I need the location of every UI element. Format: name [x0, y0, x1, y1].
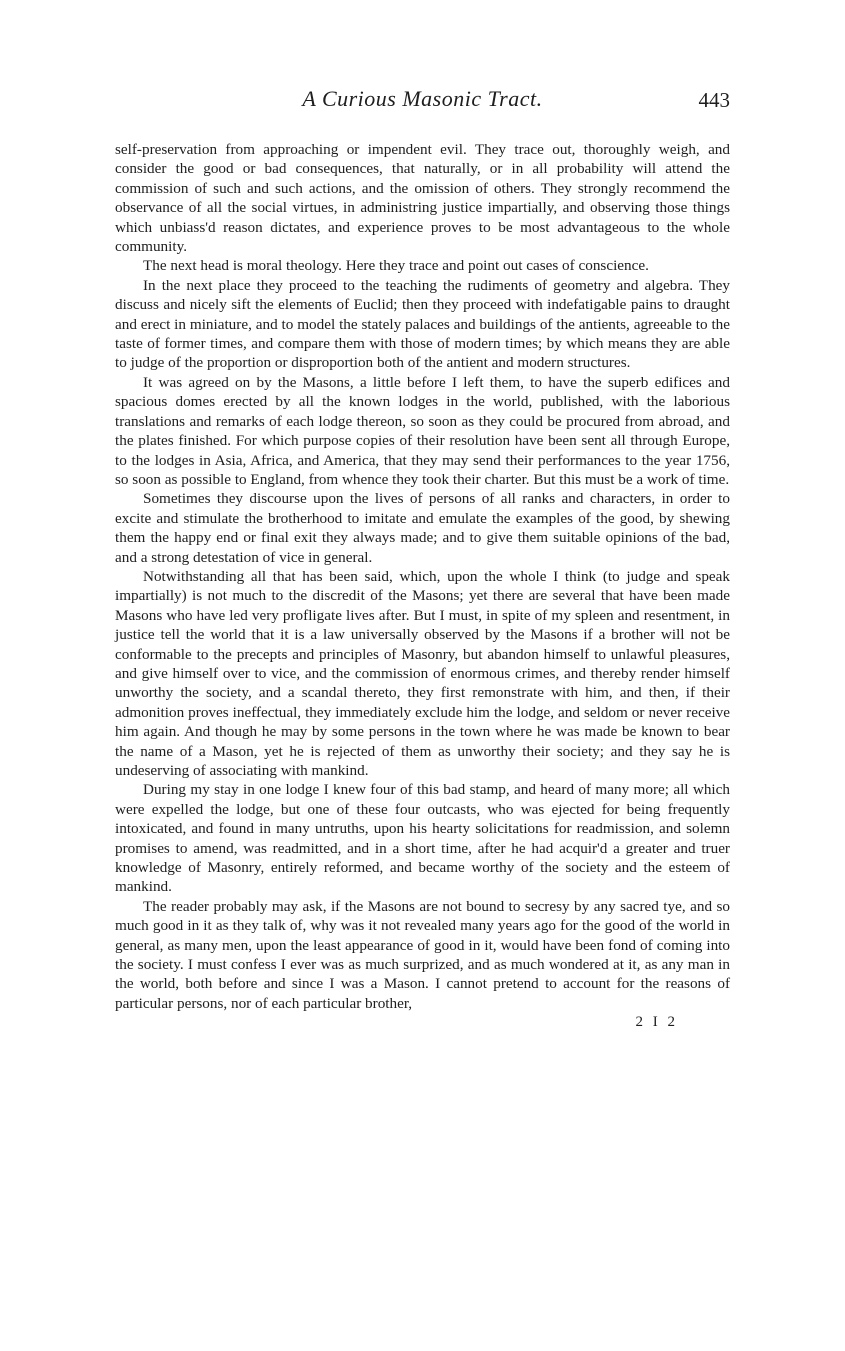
document-page — [115, 86, 730, 1031]
paragraph: During my stay in one lodge I knew four of this bad stamp, and heard of many more; all which were expelled the lodge, but one of these four outcasts, who was ejected for being frequently intoxicated, and found in many untruths, upon his hearty solicitations for readmission, and solemn promises to amend, was readmitted, and in a short time, after he had acquir'd a greater and truer knowledge of Masonry, entirely reformed, and became worthy of the society and the esteem of mankind. — [115, 781, 730, 896]
paragraph: The reader probably may ask, if the Masons are not bound to secresy by any sacred tye, and so much good in it as they talk of, why was it not revealed many years ago for the good of the world in general, as many men, upon the least appearance of good in it, would have been fond of coming into the society. I must confess I ever was as much surprized, and as much wondered at it, as any man in the world, both before and since I was a Mason. I cannot pretend to account for the reasons of particular persons, nor of each particular brother, — [115, 897, 730, 1012]
running-title: A Curious Masonic Tract. — [302, 86, 543, 111]
paragraph: The next head is moral theology. Here they trace and point out cases of conscience. — [143, 257, 649, 275]
paragraph: Sometimes they discourse upon the lives of persons of all ranks and characters, in order to excite and stimulate the brotherhood to imitate and emulate the examples of the good, by shewing them the happy end or final exit they always made; and to give them suitable opinions of the bad, and a strong detestation of vice in general. — [115, 490, 730, 566]
paragraph: In the next place they proceed to the teaching the rudiments of geometry and algebra. They discuss and nicely sift the elements of Euclid; then they proceed with indefatigable pains to draught and erect in miniature, and to model the stately palaces and buildings of the antients, agreeable to the taste of former times, and compare them with those of modern times; by which means they are able to judge of the proportion or disproportion both of the antient and modern structures. — [115, 276, 730, 372]
page-header — [115, 86, 730, 120]
paragraph: It was agreed on by the Masons, a little before I left them, to have the superb edifices and spacious domes erected by all the known lodges in the world, published, with the laborious translations and remarks of each lodge thereon, so soon as they could be procured from abroad, and the plates finished. For which purpose copies of their resolution have been sent all through Europe, to the lodges in Asia, Africa, and America, that they may send their performances to the year 1756, so soon as possible to England, from whence they took their charter. But this must be a work of time. — [115, 373, 730, 488]
signature-mark: 2 I 2 — [635, 1014, 678, 1031]
page-number: 443 — [698, 88, 730, 112]
paragraph: Notwithstanding all that has been said, which, upon the whole I think (to judge and speak impartially) is not much to the discredit of the Masons; yet there are several that have been made Masons who have led very profligate lives after. But I must, in spite of my spleen and resentment, in justice tell the world that it is a law universally observed by the Masons if a brother will not be conformable to the precepts and principles of Masonry, but abandon himself to unlawful pleasures, and give himself over to vice, and the commission of enormous crimes, and thereby render himself unworthy the society, and a scandal thereto, they first remonstrate with him, and then, if their admonition proves ineffectual, they immediately exclude him the lodge, and seldom or never receive him again. And though he may by some persons in the town where he was made be known to bear the name of a Mason, yet he is rejected of them as unworthy their society; and they say he is undeserving of associating with mankind. — [115, 567, 730, 779]
body-text — [115, 140, 730, 1013]
paragraph-continued: self-preservation from approaching or impendent evil. They trace out, thoroughly weigh, and consider the good or bad consequences, that naturally, or in all probability will attend the commission of such and such actions, and the omission of others. They strongly recommend the observance of all the social virtues, in administring justice impartially, and observing those things which unbiass'd reason dictates, and experience proves to be most advantageous to the whole community. — [115, 141, 730, 256]
